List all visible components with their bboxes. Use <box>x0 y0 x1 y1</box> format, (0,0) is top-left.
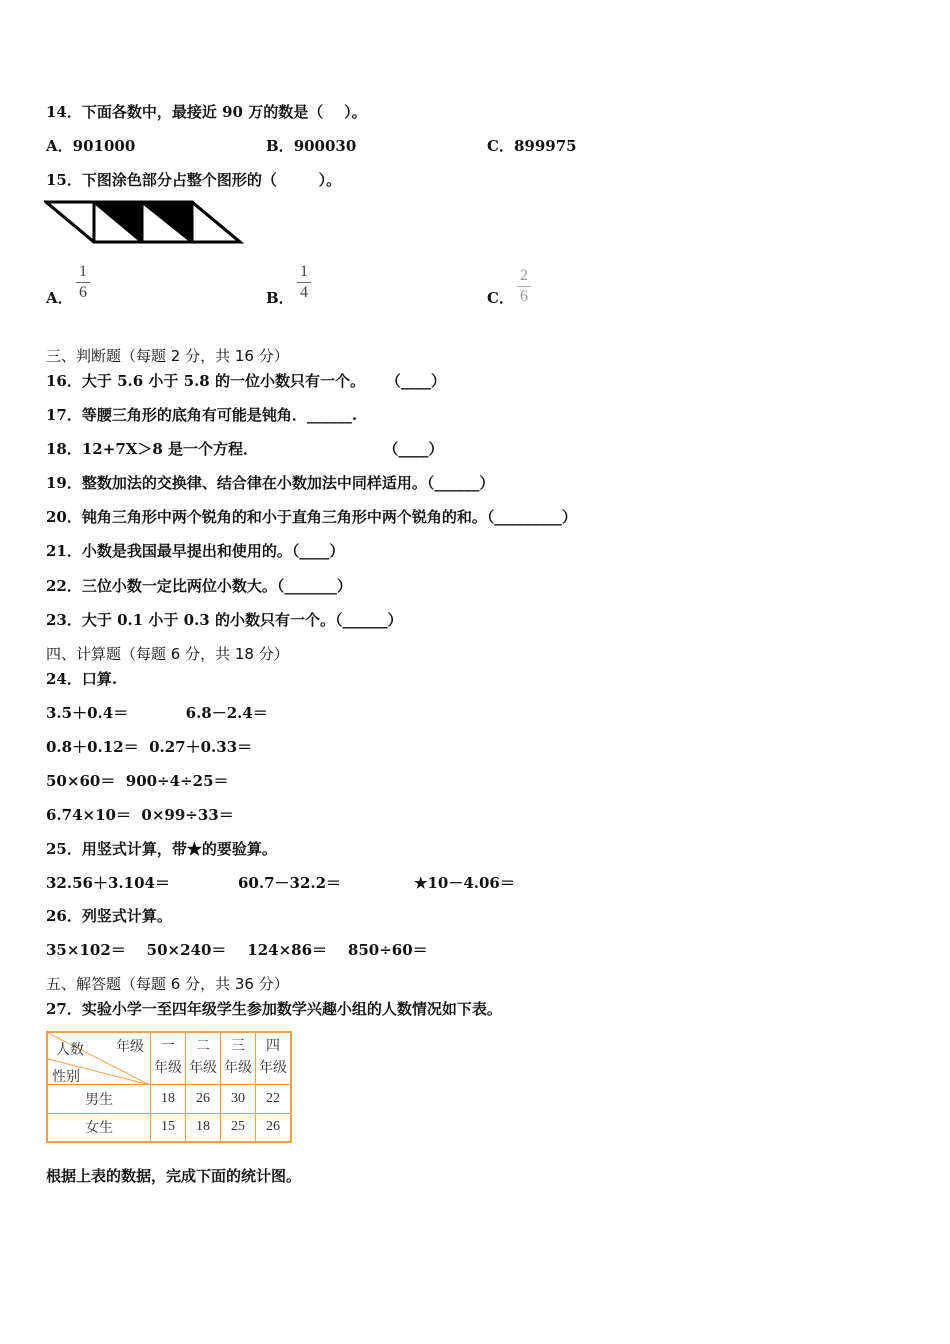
q25-item-1: 32.56＋3.104＝ <box>46 874 170 892</box>
q14-option-b[interactable]: B．900030 <box>266 137 357 155</box>
grade-header-1: 一 年级 <box>151 1032 186 1084</box>
q15-option-c-fraction: 2 6 <box>517 267 531 306</box>
question-19: 19．整数加法的交换律、结合律在小数加法中同样适用。（______） <box>46 474 495 492</box>
question-14-stem: 14．下面各数中，最接近 90 万的数是（ ）。 <box>46 103 367 121</box>
q15-option-b-fraction: 1 4 <box>297 263 311 302</box>
table-cell: 18 <box>186 1113 221 1142</box>
table-corner-cell <box>47 1032 151 1084</box>
grade-header-3: 三 年级 <box>221 1032 256 1084</box>
question-22: 22．三位小数一定比两位小数大。（_______） <box>46 577 352 595</box>
q24-row-3: 50×60＝ 900÷4÷25＝ <box>46 772 229 790</box>
question-18: 18．12+7X＞8 是一个方程． （____） <box>46 440 444 458</box>
section-3-heading: 三、判断题（每题 2 分，共 16 分） <box>46 347 289 365</box>
q26-row: 35×102＝ 50×240＝ 124×86＝ 850÷60＝ <box>46 941 428 959</box>
q24-row-2: 0.8＋0.12＝ 0.27＋0.33＝ <box>46 738 253 756</box>
question-27-stem: 27．实验小学一至四年级学生参加数学兴趣小组的人数情况如下表。 <box>46 1000 502 1018</box>
shaded-parallelogram-figure <box>44 198 244 248</box>
question-15-stem: 15．下图涂色部分占整个图形的（ ）。 <box>46 171 342 189</box>
table-row <box>47 1113 291 1142</box>
q25-item-2: 60.7－32.2＝ <box>238 874 342 892</box>
q14-option-c[interactable]: C．899975 <box>487 137 577 155</box>
table-cell: 15 <box>151 1113 186 1142</box>
table-cell: 26 <box>256 1113 292 1142</box>
section-5-heading: 五、解答题（每题 6 分，共 36 分） <box>46 975 289 993</box>
grade-header-4: 四 年级 <box>256 1032 292 1084</box>
interest-group-table <box>46 1031 292 1143</box>
corner-count-label: 人数 <box>56 1043 84 1058</box>
corner-gender-label: 性别 <box>52 1070 80 1085</box>
table-cell: 18 <box>151 1084 186 1113</box>
q15-option-a-label[interactable]: A． <box>46 289 73 307</box>
q15-option-c-label[interactable]: C． <box>487 289 514 307</box>
row-label-girls: 女生 <box>47 1113 151 1142</box>
table-cell: 30 <box>221 1084 256 1113</box>
question-24-stem: 24．口算. <box>46 670 118 688</box>
row-label-boys: 男生 <box>47 1084 151 1113</box>
q25-item-3: ★10－4.06＝ <box>414 874 515 892</box>
q15-option-b-label[interactable]: B． <box>266 289 294 307</box>
table-cell: 25 <box>221 1113 256 1142</box>
table-row <box>47 1084 291 1113</box>
question-16: 16．大于 5.6 小于 5.8 的一位小数只有一个。 （____） <box>46 372 446 390</box>
question-17: 17．等腰三角形的底角有可能是钝角．______. <box>46 406 358 424</box>
q24-row-4: 6.74×10＝ 0×99÷33＝ <box>46 806 234 824</box>
table-cell: 26 <box>186 1084 221 1113</box>
q24-row-1: 3.5＋0.4＝ 6.8－2.4＝ <box>46 704 268 722</box>
table-cell: 22 <box>256 1084 292 1113</box>
q15-option-a-fraction: 1 6 <box>76 263 90 302</box>
corner-grade-label: 年级 <box>116 1040 144 1055</box>
question-21: 21．小数是我国最早提出和使用的。（____） <box>46 542 345 560</box>
question-23: 23．大于 0.1 小于 0.3 的小数只有一个。（______） <box>46 611 403 629</box>
question-25-stem: 25．用竖式计算，带★的要验算。 <box>46 840 277 858</box>
question-27-instruction: 根据上表的数据，完成下面的统计图。 <box>46 1167 302 1185</box>
q14-option-a[interactable]: A．901000 <box>46 137 136 155</box>
grade-header-2: 二 年级 <box>186 1032 221 1084</box>
section-4-heading: 四、计算题（每题 6 分，共 18 分） <box>46 645 289 663</box>
question-26-stem: 26．列竖式计算。 <box>46 907 172 925</box>
question-20: 20．钝角三角形中两个锐角的和小于直角三角形中两个锐角的和。（_________） <box>46 508 577 526</box>
